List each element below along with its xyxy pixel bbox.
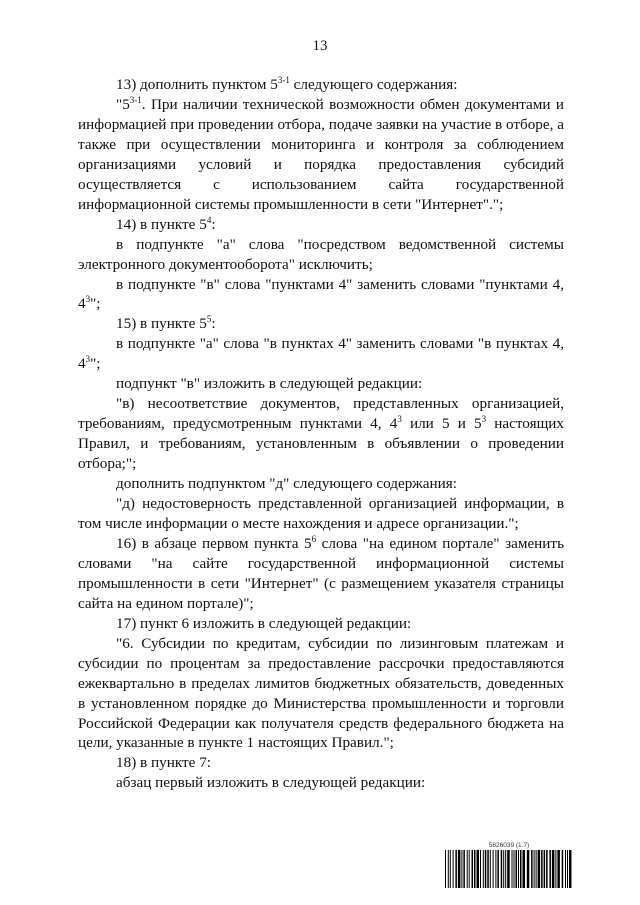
barcode-bar xyxy=(518,850,519,888)
paragraph-15-d-intro: дополнить подпунктом "д" следующего содержания: xyxy=(116,475,458,493)
barcode-bar xyxy=(458,850,461,888)
paragraph-15: 15) в пункте $5^5$: xyxy=(116,314,216,333)
barcode-bar xyxy=(450,850,451,888)
paragraph-15-d-text: "д) недостоверность представленной организацией информации, в том числе информации о месте нахождения и адресе организации."; xyxy=(78,495,564,532)
barcode-bar xyxy=(562,850,564,888)
barcode-bar xyxy=(480,850,481,888)
barcode-bar xyxy=(469,850,470,888)
paragraph-5-3-1-text: "5$^{3-1}$. При наличии технической возможности обмен документами и информацией при проведении отбора, подаче заявки на участие в отборе, а также при осуществлении мониторинга и контроля за соблюдением организациями условий и порядка предоставления субсидий осуществляется с использованием сайта государственной информационной системы промышленности в сети "Интернет"."; xyxy=(78,94,564,213)
barcode-bar xyxy=(495,850,496,888)
barcode-bar xyxy=(549,850,551,888)
paragraph-17: 17) пункт 6 изложить в следующей редакции: xyxy=(116,614,412,632)
barcode-bar xyxy=(453,850,454,888)
paragraph-18-intro: абзац первый изложить в следующей редакции: xyxy=(116,774,426,792)
barcode-bar xyxy=(445,850,446,888)
barcode-bars xyxy=(445,850,573,888)
barcode-bar xyxy=(527,850,530,888)
barcode-bar xyxy=(544,850,546,888)
barcode-bar xyxy=(541,850,543,888)
barcode-bar xyxy=(477,850,480,888)
barcode-bar xyxy=(505,850,506,888)
barcode-bar xyxy=(557,850,560,888)
paragraph-18: 18) в пункте 7: xyxy=(116,754,212,772)
barcode-bar xyxy=(461,850,462,888)
barcode-bar xyxy=(485,850,487,888)
barcode-bar xyxy=(503,850,504,888)
barcode-bar xyxy=(463,850,465,888)
paragraph-13: 13) дополнить пунктом 5$^{3-1}$ следующего содержания: xyxy=(116,75,458,93)
barcode-label: 5826039 (1.7) xyxy=(488,842,530,849)
barcode-bar xyxy=(467,850,468,888)
barcode-bar xyxy=(569,850,572,888)
barcode-bar xyxy=(565,850,566,888)
barcode-bar xyxy=(552,850,555,888)
barcode-bar xyxy=(538,850,541,888)
barcode-bar xyxy=(514,850,515,888)
barcode-bar xyxy=(534,850,535,888)
barcode-bar xyxy=(531,850,533,888)
barcode-bar xyxy=(512,850,513,888)
barcode-bar xyxy=(546,850,548,888)
paragraph-16: 16) в абзаце первом пункта $5^6$ слова "на едином портале" заменить словами "на сайте государственной информационной системы промышленности в сети "Интернет" (с размещением указателя страницы сайта на едином портале)"; xyxy=(78,533,564,612)
barcode-bar xyxy=(490,850,491,888)
barcode-bar xyxy=(493,850,494,888)
paragraph-15-v-text: "в) несоответствие документов, представленных организацией, требованиям, предусмотренным пунктами 4, $4^3$ или 5 и $5^3$ настоящих Правил, и требованиям, установленным в объявлении о проведении отбора;"; xyxy=(78,395,564,473)
paragraph-15-a: в подпункте "а" слова "в пунктах 4" заменить словами "в пунктах 4, $4^3$"; xyxy=(78,335,564,373)
barcode-bar xyxy=(483,850,484,888)
barcode-bar xyxy=(487,850,489,888)
document-body xyxy=(78,75,564,793)
barcode-bar xyxy=(472,850,474,888)
paragraph-14: 14) в пункте $5^4$: xyxy=(116,214,216,233)
barcode-bar xyxy=(516,850,518,888)
barcode-bar xyxy=(474,850,476,888)
page-number: 13 xyxy=(312,38,328,54)
barcode-bar xyxy=(501,850,503,888)
paragraph-15-v-intro: подпункт "в" изложить в следующей редакции: xyxy=(116,375,423,393)
barcode-bar xyxy=(455,850,457,888)
barcode-bar xyxy=(555,850,556,888)
barcode-bar xyxy=(448,850,449,888)
barcode-bar xyxy=(520,850,522,888)
barcode-bar xyxy=(507,850,510,888)
paragraph-14-a: в подпункте "а" слова "посредством ведомственной системы электронного документооборота" исключить; xyxy=(78,235,564,273)
barcode-bar xyxy=(523,850,526,888)
barcode xyxy=(445,842,573,888)
paragraph-6-text: "6. Субсидии по кредитам, субсидии по лизинговым платежам и субсидии по процентам за предоставление рассрочки предоставляются ежеквартально в пределах лимитов бюджетных обязательств, доведенных в установленном порядке до Министерства промышленности и торговли Российской Федерации как получателя средств федерального бюджета на цели, указанные в пункте 1 настоящих Правил."; xyxy=(78,634,564,752)
paragraph-14-v: в подпункте "в" слова "пунктами 4" заменить словами "пунктами 4, $4^3$"; xyxy=(78,275,564,313)
barcode-bar xyxy=(497,850,499,888)
barcode-bar xyxy=(567,850,568,888)
barcode-bar xyxy=(536,850,537,888)
